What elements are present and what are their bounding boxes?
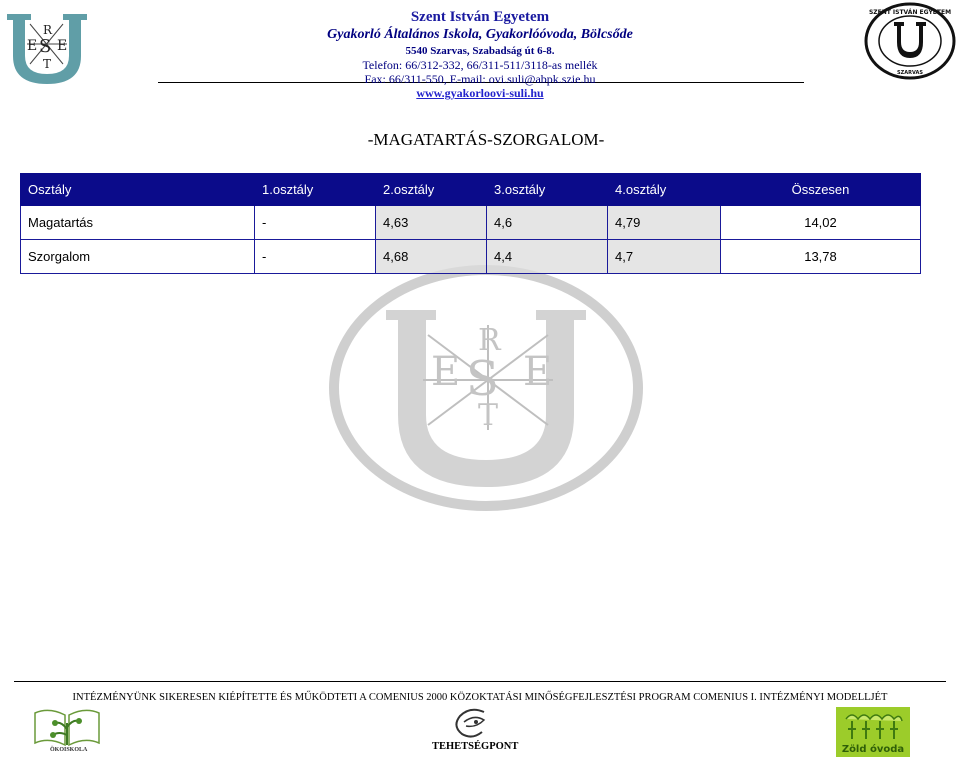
university-name: Szent István Egyetem (410, 9, 550, 25)
school-website-link[interactable]: www.gyakorloovi-suli.hu (416, 86, 544, 100)
watermark-logo (328, 265, 644, 511)
svg-text:R: R (43, 23, 53, 37)
col-header-grade-2: 2.osztály (376, 174, 487, 206)
okoiskola-label: ÖKOISKOLA (50, 747, 88, 753)
footer-program-text: INTÉZMÉNYÜNK SIKERESEN KIÉPÍTETTE ÉS MŰKÖDTETI A COMENIUS 2000 KÖZOKTATÁSI MINŐSÉGFEJLESZTÉSI PROGRAM COMENIUS I. INTÉZMÉNYI MODELLJÉT (72, 692, 888, 703)
svg-text:E: E (431, 349, 461, 395)
table-header-row (21, 174, 921, 206)
school-address: 5540 Szarvas, Szabadság út 6-8. (405, 45, 555, 57)
tehetsegpont-logo-icon (450, 706, 496, 740)
svg-text:E: E (523, 349, 553, 395)
school-fax-email: Fax: 66/311-550, E-mail: ovi.suli@abpk.szie.hu (364, 72, 596, 86)
okoiskola-logo-icon (27, 705, 107, 749)
svg-text:S: S (466, 351, 499, 407)
table-cell: - (255, 206, 376, 240)
table-cell: 4,63 (376, 206, 487, 240)
table-cell: 4,7 (608, 240, 721, 274)
table-cell-total: 14,02 (721, 206, 921, 240)
table-cell: 4,6 (487, 206, 608, 240)
row-label: Magatartás (21, 206, 255, 240)
zold-ovoda-label: Zöld óvoda (841, 744, 905, 755)
table-cell: 4,68 (376, 240, 487, 274)
table-row (21, 240, 921, 274)
col-header-grade-3: 3.osztály (487, 174, 608, 206)
zold-ovoda-logo-icon (836, 707, 910, 757)
col-header-class: Osztály (21, 174, 255, 206)
svg-text:E: E (27, 38, 38, 54)
svg-text:T: T (478, 398, 499, 433)
table-cell: - (255, 240, 376, 274)
table-row (21, 206, 921, 240)
table-cell-total: 13,78 (721, 240, 921, 274)
school-phone: Telefon: 66/312-332, 66/311-511/3118-as mellék (362, 58, 598, 72)
row-label: Szorgalom (21, 240, 255, 274)
grades-table (20, 173, 921, 274)
svg-text:E: E (57, 38, 68, 54)
tehetsegpont-label: TEHETSÉGPONT (432, 741, 519, 752)
col-header-grade-1: 1.osztály (255, 174, 376, 206)
svg-text:SZARVAS: SZARVAS (897, 70, 923, 76)
footer-divider (14, 681, 946, 682)
col-header-total: Összesen (721, 174, 921, 206)
school-name: Gyakorló Általános Iskola, Gyakorlóóvoda, Bölcsőde (327, 27, 633, 42)
table-cell: 4,79 (608, 206, 721, 240)
svg-text:R: R (478, 323, 501, 358)
col-header-grade-4: 4.osztály (608, 174, 721, 206)
svg-text:T: T (43, 57, 52, 71)
svg-text:S: S (39, 36, 52, 57)
page-title: -MAGATARTÁS-SZORGALOM- (367, 130, 605, 149)
table-cell: 4,4 (487, 240, 608, 274)
svg-text:SZENT ISTVÁN EGYETEM: SZENT ISTVÁN EGYETEM (868, 9, 952, 16)
